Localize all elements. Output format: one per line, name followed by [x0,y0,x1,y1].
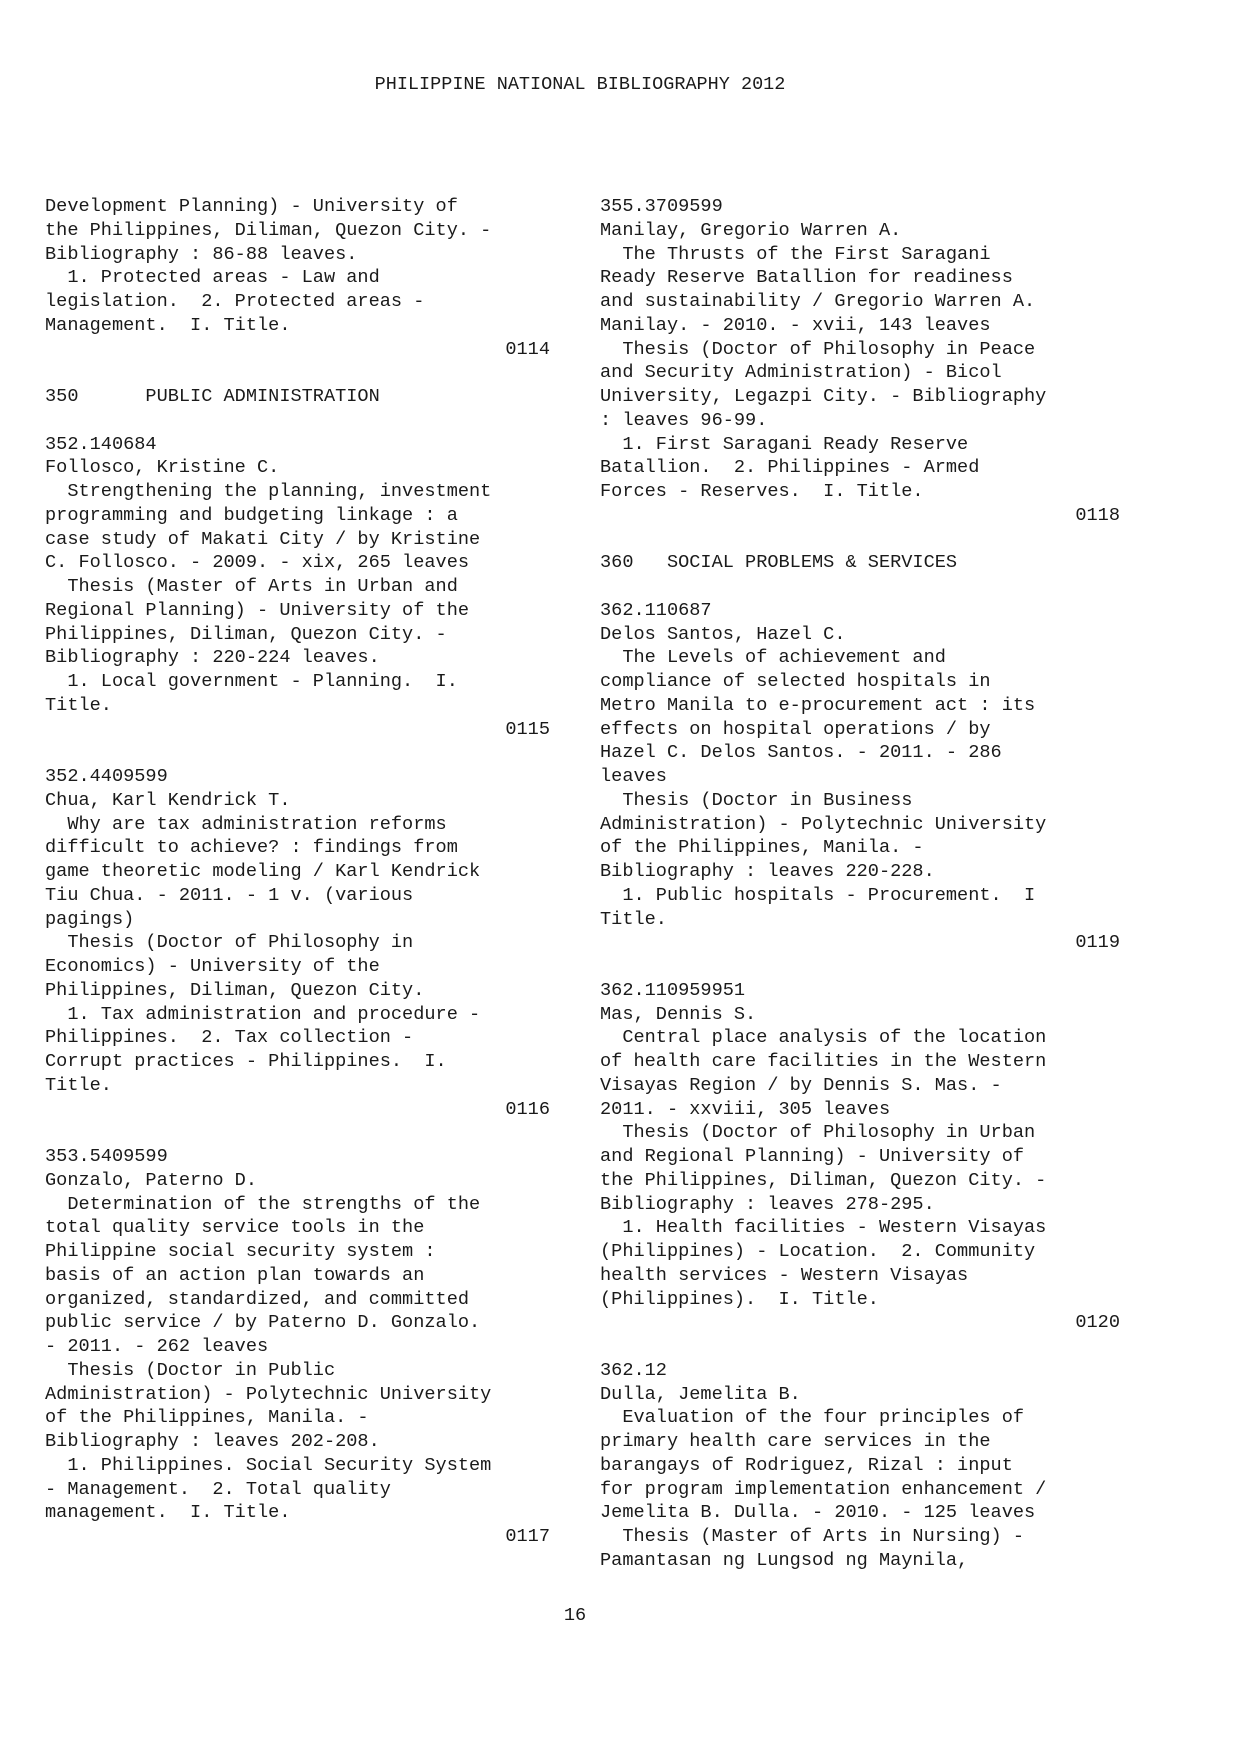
entry-line: and sustainability / Gregorio Warren A. [600,291,1036,312]
entry-line: Why are tax administration reforms [45,813,447,835]
entry-line: Batallion. 2. Philippines - Armed [600,457,980,479]
entry-number: 0114 [505,338,550,360]
entry-line: Determination of the strengths of the [45,1193,481,1215]
entry-line: Corrupt practices - Philippines. I. [45,1051,447,1072]
blank-line [600,1335,1120,1359]
entry-line: game theoretic modeling / Karl Kendrick [45,861,481,882]
entry-line: organized, standardized, and committed [45,1288,470,1310]
entry-line: Hazel C. Delos Santos. - 2011. - 286 [600,742,1002,764]
entry-line: Thesis (Doctor of Philosophy in Urban [600,1122,1036,1144]
entry-line: 360 SOCIAL PROBLEMS & SERVICES [600,552,958,574]
entry-number: 0115 [505,718,550,740]
entry-line: 2011. - xxviii, 305 leaves [600,1098,891,1120]
entry-line: Administration) - Polytechnic University [600,813,1047,835]
entry-number: 0118 [1075,504,1120,526]
entry-line: 1. Tax administration and procedure - [45,1003,481,1025]
entry-line: - Management. 2. Total quality [45,1478,391,1500]
entry-line: Manilay. - 2010. - xvii, 143 leaves [600,314,991,336]
entry-line: Follosco, Kristine C. [45,457,280,479]
page-header: PHILIPPINE NATIONAL BIBLIOGRAPHY 2012 [374,74,786,95]
entry-number: 0120 [1075,1312,1120,1334]
entry-line: Philippine social security system : [45,1241,436,1262]
entry-line: Thesis (Doctor of Philosophy in [45,932,414,954]
entry-line: Strengthening the planning, investment [45,481,492,502]
entry-line: 352.140684 [45,433,157,455]
entry-line: programming and budgeting linkage : a [45,504,458,526]
entry-line: 353.5409599 [45,1146,168,1167]
entry-line: Visayas Region / by Dennis S. Mas. - [600,1074,1002,1096]
entry-number: 0119 [1075,932,1120,954]
entry-line: management. I. Title. [45,1502,291,1524]
entry-line: case study of Makati City / by Kristine [45,528,481,550]
entry-line: 362.12 [600,1359,667,1381]
entry-line: Pamantasan ng Lungsod ng Maynila, [600,1549,969,1571]
entry-line: Metro Manila to e-procurement act : its [600,694,1036,716]
entry-line: the Philippines, Diliman, Quezon City. - [45,219,492,241]
entry-line: 1. Health facilities - Western Visayas [600,1217,1047,1239]
entry-line: for program implementation enhancement / [600,1478,1047,1500]
entry-line: 1. Philippines. Social Security System [45,1454,492,1476]
entry-line: 1. Public hospitals - Procurement. I [600,884,1036,906]
entry-line: Bibliography : leaves 220-228. [600,861,935,882]
entry-line: Evaluation of the four principles of [600,1407,1025,1429]
entry-line: Central place analysis of the location [600,1027,1047,1049]
entry-line: Regional Planning) - University of the [45,599,470,621]
entry-line: Chua, Karl Kendrick T. [45,789,291,811]
entry-line: Management. I. Title. [45,314,291,336]
entry-line: Philippines. 2. Tax collection - [45,1027,414,1049]
entry-line: pagings) [45,908,135,930]
entry-line: Thesis (Doctor of Philosophy in Peace [600,338,1036,360]
entry-line: 362.110959951 [600,979,746,1001]
entry-line: Thesis (Master of Arts in Urban and [45,576,458,597]
entry-line: primary health care services in the [600,1431,991,1452]
entry-line: Administration) - Polytechnic University [45,1383,492,1405]
entry-line: public service / by Paterno D. Gonzalo. [45,1312,481,1334]
entry-line: 352.4409599 [45,766,168,787]
entry-line: (Philippines). I. Title. [600,1288,879,1310]
entry-line: : leaves 96-99. [600,409,768,431]
entry-line: 1. First Saragani Ready Reserve [600,433,969,455]
blank-line [600,575,1120,599]
entry-line: of health care facilities in the Western [600,1051,1047,1072]
entry-line: (Philippines) - Location. 2. Community [600,1241,1036,1262]
entry-line: Bibliography : leaves 278-295. [600,1193,935,1215]
entry-line: Jemelita B. Dulla. - 2010. - 125 leaves [600,1502,1036,1524]
right-column [600,195,1120,1573]
entry-line: difficult to achieve? : findings from [45,837,458,859]
entry-line: effects on hospital operations / by [600,718,991,740]
entry-line: leaves [600,766,667,787]
entry-line: Title. [600,908,667,930]
entry-line: The Levels of achievement and [600,647,946,669]
entry-line: Manilay, Gregorio Warren A. [600,219,902,241]
entry-line: health services - Western Visayas [600,1264,969,1286]
entry-line: 1. Local government - Planning. I. [45,671,458,692]
entry-line: Philippines, Diliman, Quezon City. - [45,623,447,645]
entry-line: of the Philippines, Manila. - [600,837,924,859]
entry-line: and Security Administration) - Bicol [600,362,1002,384]
entry-line: The Thrusts of the First Saragani [600,243,991,265]
entry-number: 0116 [505,1098,550,1120]
entry-line: Bibliography : 86-88 leaves. [45,243,358,265]
entry-line: 355.3709599 [600,196,723,217]
entry-line: the Philippines, Diliman, Quezon City. - [600,1169,1047,1191]
left-column [45,195,550,1549]
entry-line: Thesis (Doctor in Business [600,789,913,811]
entry-line: Tiu Chua. - 2011. - 1 v. (various [45,884,414,906]
blank-line [45,409,550,433]
entry-line: of the Philippines, Manila. - [45,1407,369,1429]
entry-line: C. Follosco. - 2009. - xix, 265 leaves [45,552,470,574]
entry-line: Development Planning) - University of [45,196,458,217]
entry-line: Title. [45,694,112,716]
entry-line: Mas, Dennis S. [600,1003,757,1025]
entry-line: Thesis (Doctor in Public [45,1359,336,1381]
blank-line [45,741,550,765]
entry-line: total quality service tools in the [45,1217,425,1239]
entry-line: Ready Reserve Batallion for readiness [600,267,1013,289]
entry-line: 362.110687 [600,599,712,621]
entry-line: Delos Santos, Hazel C. [600,623,846,645]
entry-line: Economics) - University of the [45,956,380,977]
entry-line: University, Legazpi City. - Bibliography [600,386,1047,407]
entry-line: basis of an action plan towards an [45,1264,425,1286]
entry-line: Philippines, Diliman, Quezon City. [45,979,425,1001]
entry-number: 0117 [505,1526,550,1547]
entry-line: Bibliography : 220-224 leaves. [45,647,380,669]
entry-line: Thesis (Master of Arts in Nursing) - [600,1526,1025,1547]
entry-line: Title. [45,1074,112,1096]
entry-line: barangays of Rodriguez, Rizal : input [600,1454,1013,1476]
entry-line: Forces - Reserves. I. Title. [600,481,924,502]
entry-line: legislation. 2. Protected areas - [45,291,425,312]
entry-line: Dulla, Jemelita B. [600,1383,801,1405]
blank-line [600,955,1120,979]
entry-line: Gonzalo, Paterno D. [45,1169,258,1191]
entry-line: - 2011. - 262 leaves [45,1336,269,1357]
entry-line: compliance of selected hospitals in [600,671,991,692]
blank-line [45,361,550,385]
page-number: 16 [563,1605,587,1626]
entry-line: and Regional Planning) - University of [600,1146,1025,1167]
entry-line: 350 PUBLIC ADMINISTRATION [45,386,380,407]
entry-line: Bibliography : leaves 202-208. [45,1431,380,1452]
blank-line [600,528,1120,552]
blank-line [45,1121,550,1145]
entry-line: 1. Protected areas - Law and [45,267,380,289]
